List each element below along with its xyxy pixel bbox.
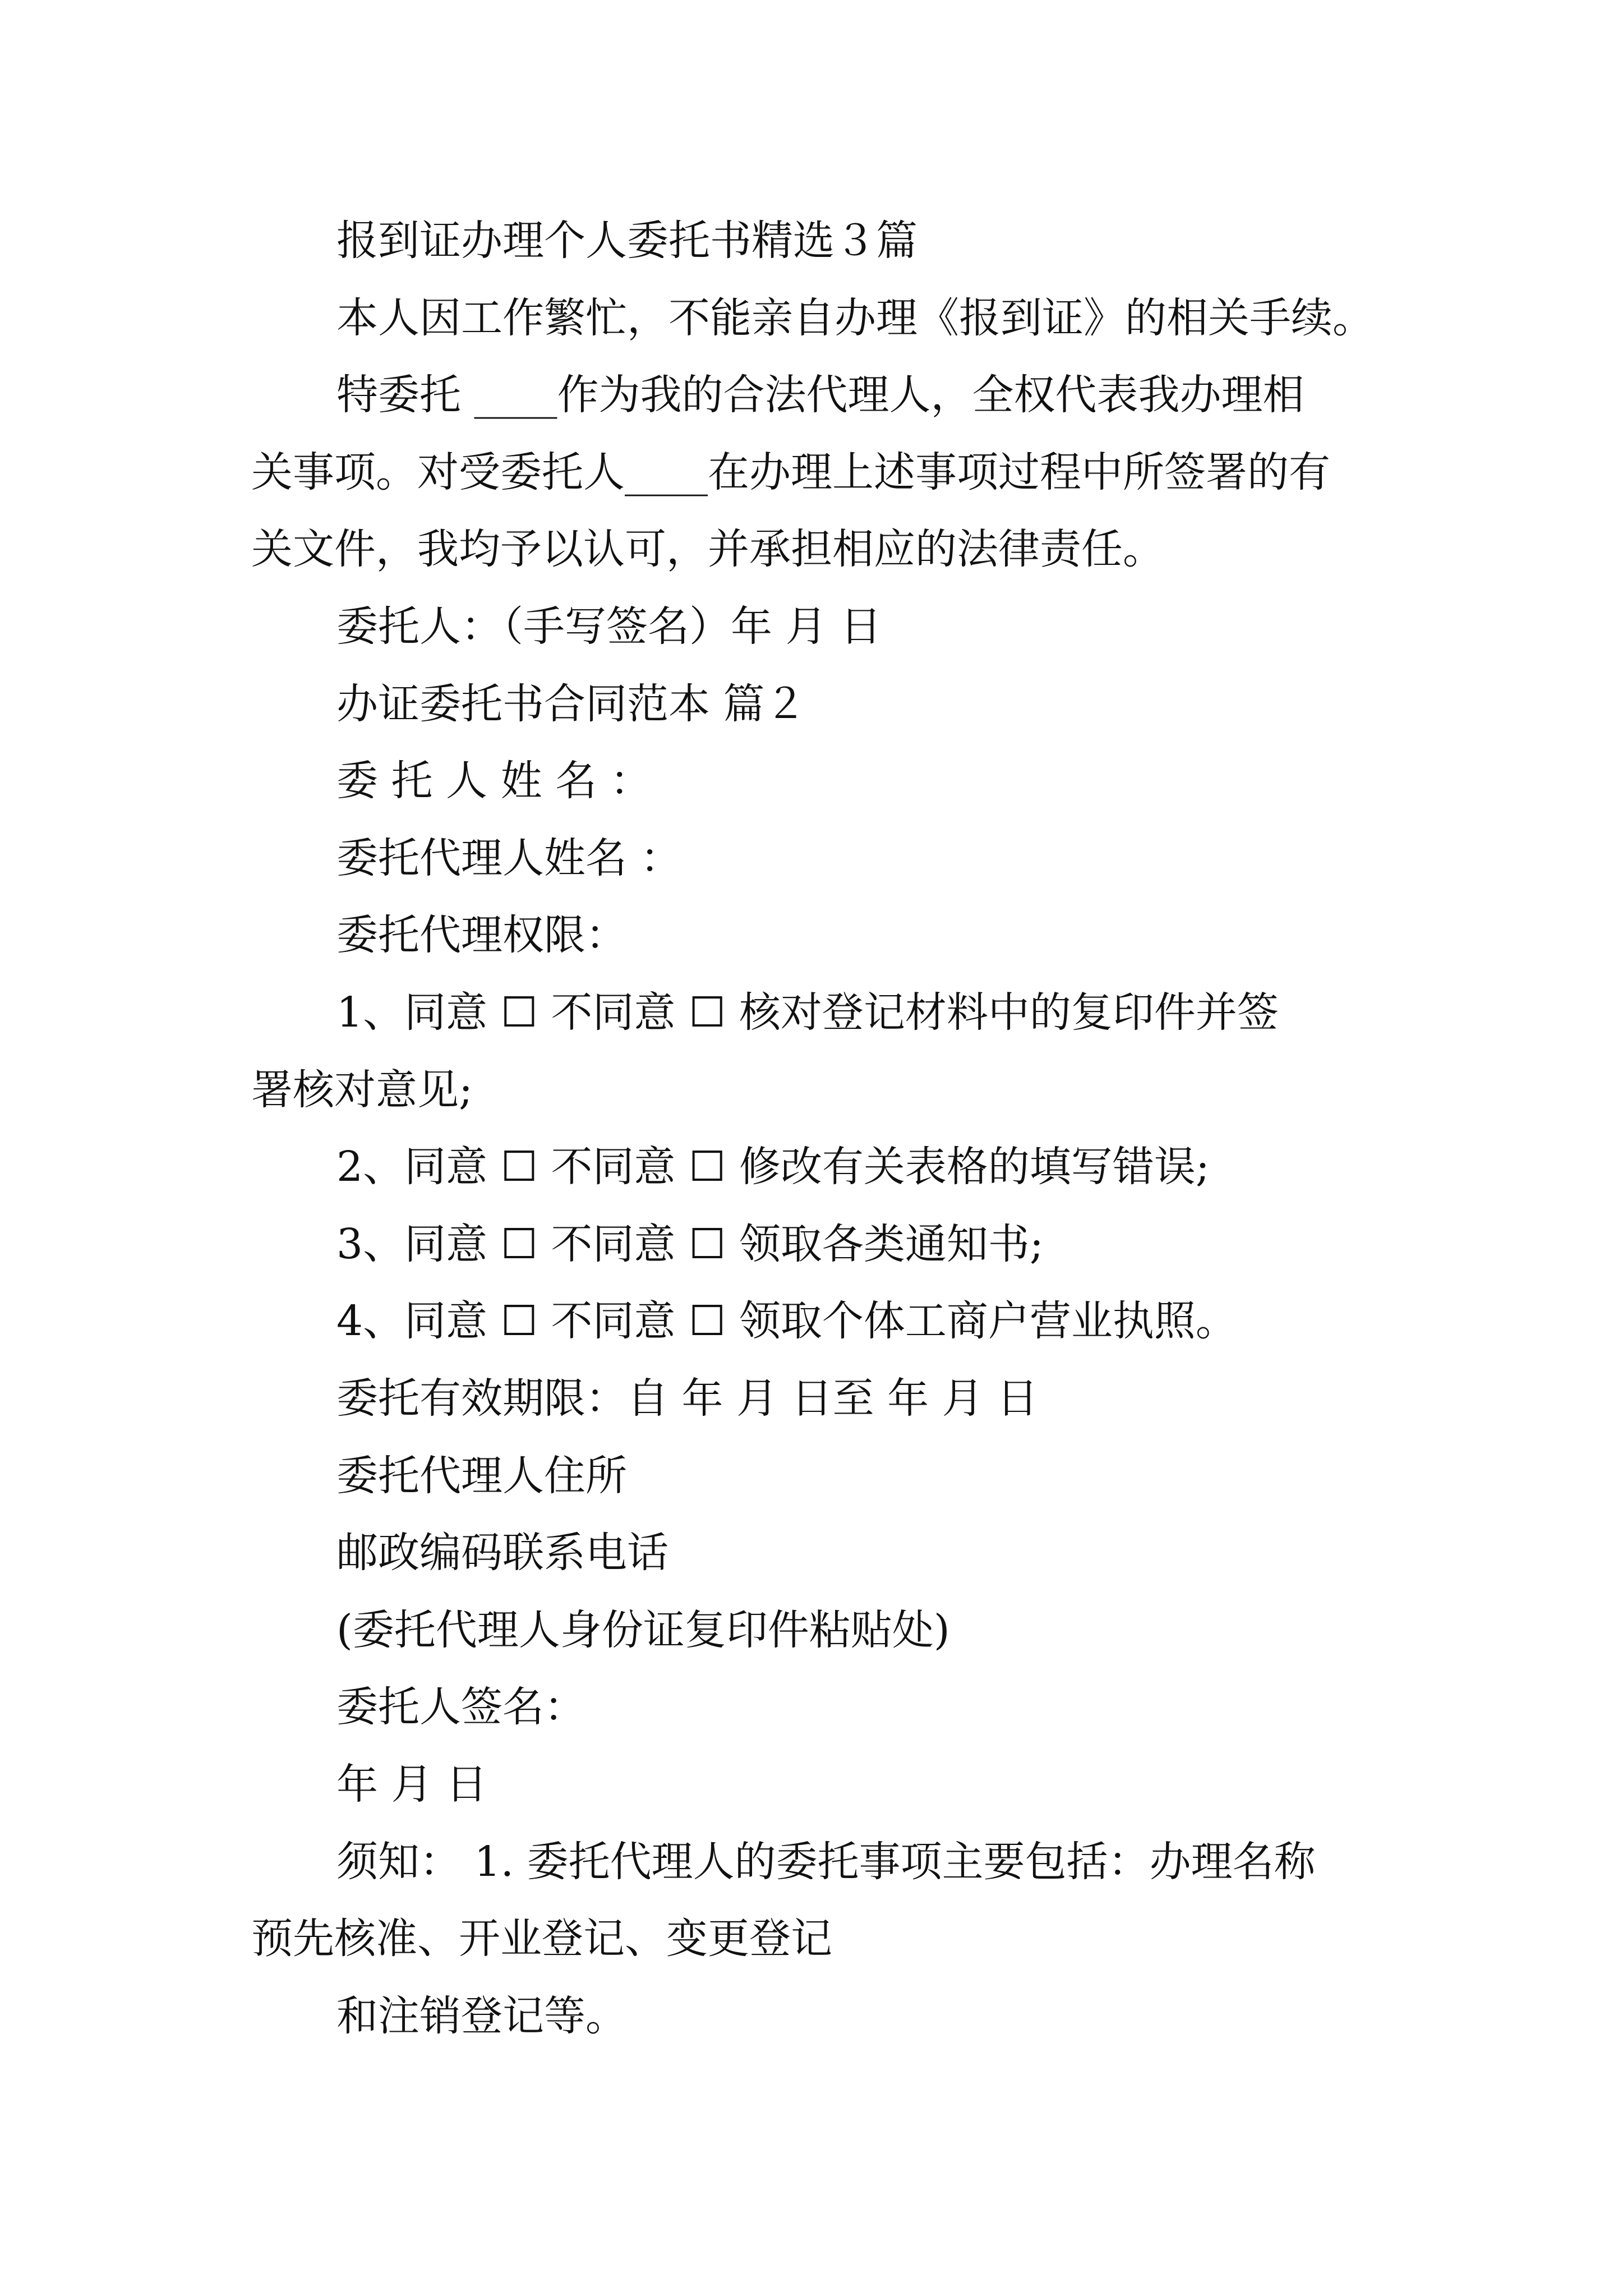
checkbox-item-line: 3、同意 ☐ 不同意 ☐ 领取各类通知书;: [336, 1220, 1044, 1268]
form-field-line: 委托代理人住所: [336, 1452, 627, 1500]
document-title: 报到证办理个人委托书精选３篇: [336, 217, 917, 265]
checkbox-item-line: 署核对意见;: [251, 1066, 473, 1114]
checkbox-item-line: 4、同意 ☐ 不同意 ☐ 领取个体工商户营业执照。: [336, 1297, 1237, 1345]
form-field-line: 委托代理权限：: [336, 911, 627, 959]
signature-line: 委托人：（手写签名）年 月 日: [336, 602, 882, 651]
paragraph-line: 本人因工作繁忙，不能亲自办理《报到证》的相关手续。: [336, 294, 1374, 342]
signature-line: 委托人签名：: [336, 1683, 585, 1731]
paragraph-line: 特委托 ____作为我的合法代理人，全权代表我办理相: [336, 371, 1304, 419]
paragraph-line: 关事项。对受委托人____在办理上述事项过程中所签署的有: [251, 448, 1330, 496]
notice-line: 须知： 1. 委托代理人的委托事项主要包括：办理名称: [336, 1838, 1316, 1886]
form-field-line: 邮政编码联系电话: [336, 1529, 668, 1577]
form-field-line: (委托代理人身份证复印件粘贴处): [336, 1606, 950, 1654]
paragraph-line: 关文件，我均予以认可，并承担相应的法律责任。: [251, 525, 1164, 573]
form-field-line: 委托有效期限：自 年 月 日至 年 月 日: [336, 1374, 1039, 1423]
date-line: 年 月 日: [336, 1760, 488, 1809]
checkbox-item-line: 2、同意 ☐ 不同意 ☐ 修改有关表格的填写错误;: [336, 1143, 1210, 1191]
notice-line: 和注销登记等。: [336, 1992, 627, 2040]
form-field-line: 委 托 人 姓 名 ：: [336, 757, 652, 805]
form-field-line: 委托代理人姓名 ：: [336, 834, 682, 882]
notice-line: 预先核准、开业登记、变更登记: [251, 1915, 832, 1963]
checkbox-item-line: 1、同意 ☐ 不同意 ☐ 核对登记材料中的复印件并签: [336, 988, 1279, 1037]
section-heading: 办证委托书合同范本 篇２: [336, 680, 806, 728]
